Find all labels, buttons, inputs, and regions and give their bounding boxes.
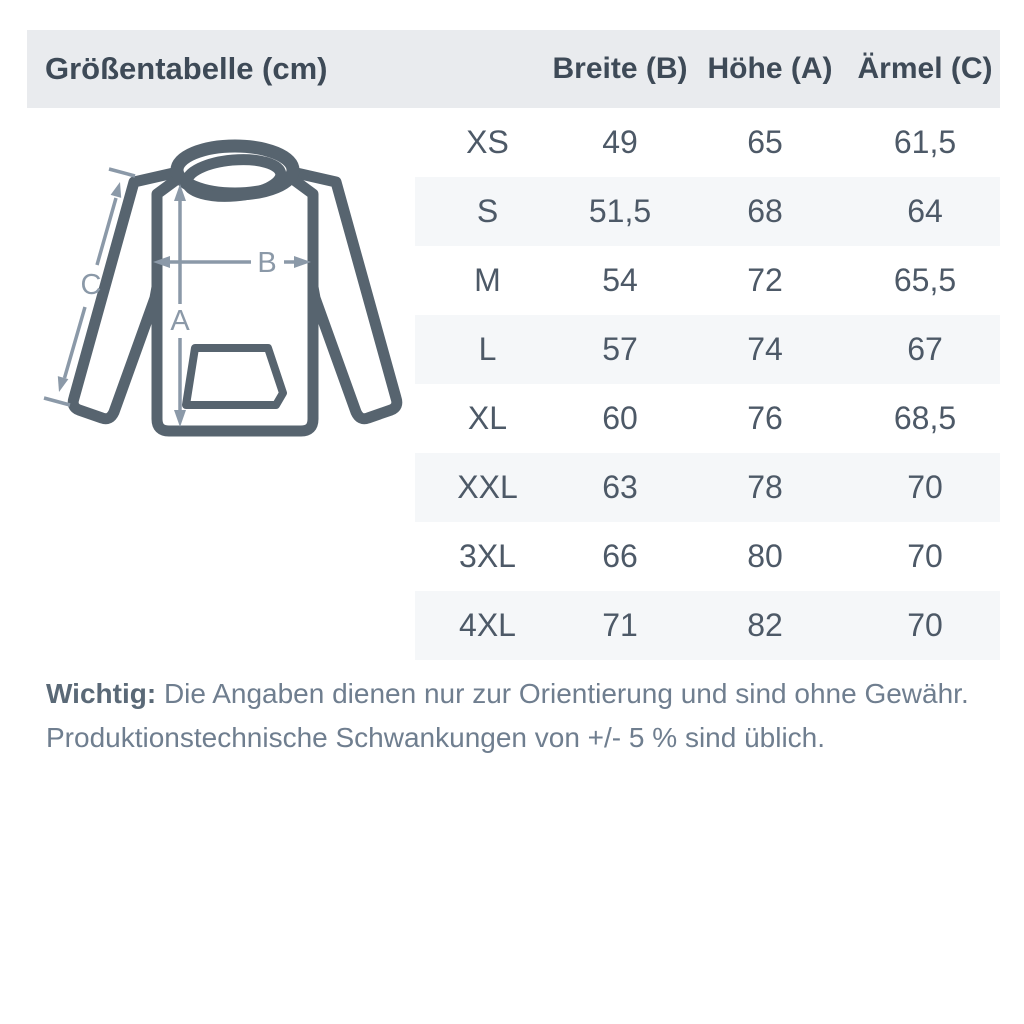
disclaimer-line-2: Produktionstechnische Schwankungen von +/- 5 % sind üblich. — [46, 722, 826, 753]
disclaimer-bold-label: Wichtig: — [46, 678, 157, 709]
disclaimer-line-1 — [46, 672, 991, 716]
measure-label-b: B — [257, 247, 277, 279]
table-row-xxl — [415, 453, 1000, 522]
disclaimer-note — [46, 672, 991, 760]
breite-value: 66 — [602, 538, 638, 574]
hoehe-value: 68 — [747, 193, 783, 229]
aermel-value: 70 — [907, 607, 943, 643]
measure-arrow-c-head-top — [111, 182, 122, 198]
size-table — [415, 108, 1000, 660]
table-row-xs — [415, 108, 1000, 177]
hoehe-value: 76 — [747, 400, 783, 436]
hoehe-value: 82 — [747, 607, 783, 643]
aermel-value: 65,5 — [893, 262, 957, 298]
size-label: S — [476, 193, 499, 229]
disclaimer-text-1: Die Angaben dienen nur zur Orientierung und sind ohne Gewähr. — [156, 678, 969, 709]
size-label: XXL — [457, 469, 518, 505]
table-row-4xl — [415, 591, 1000, 660]
breite-value: 63 — [602, 469, 638, 505]
table-row-xl — [415, 384, 1000, 453]
table-row-s — [415, 177, 1000, 246]
hoodie-pocket — [186, 348, 283, 405]
hoehe-value: 80 — [747, 538, 783, 574]
size-label: XS — [466, 124, 509, 160]
measure-arrow-c-head-bottom — [58, 376, 69, 392]
breite-value: 49 — [602, 124, 638, 160]
table-row-m — [415, 246, 1000, 315]
breite-value: 57 — [602, 331, 638, 367]
breite-value: 71 — [602, 607, 638, 643]
aermel-value: 70 — [907, 469, 943, 505]
breite-value: 51,5 — [588, 193, 652, 229]
breite-value: 60 — [602, 400, 638, 436]
aermel-value: 67 — [907, 331, 943, 367]
table-row-3xl — [415, 522, 1000, 591]
breite-value: 54 — [602, 262, 638, 298]
hoehe-value: 78 — [747, 469, 783, 505]
aermel-value: 68,5 — [893, 400, 957, 436]
hoehe-value: 65 — [747, 124, 783, 160]
hoehe-value: 74 — [747, 331, 783, 367]
column-header-hoehe: Höhe (A) — [707, 52, 833, 85]
measure-label-a: A — [170, 305, 190, 337]
table-row-l — [415, 315, 1000, 384]
size-chart-header — [27, 30, 1000, 108]
size-label: XL — [467, 400, 508, 436]
aermel-value: 64 — [907, 193, 943, 229]
aermel-value: 70 — [907, 538, 943, 574]
measure-label-c: C — [80, 269, 102, 301]
column-header-aermel: Ärmel (C) — [857, 52, 993, 85]
hoodie-measurement-diagram — [30, 120, 430, 465]
size-label: 4XL — [459, 607, 516, 643]
hoehe-value: 72 — [747, 262, 783, 298]
size-label: 3XL — [459, 538, 516, 574]
page-title: Größentabelle (cm) — [45, 51, 328, 86]
aermel-value: 61,5 — [893, 124, 957, 160]
column-header-breite: Breite (B) — [552, 52, 688, 85]
size-label: M — [474, 262, 501, 298]
size-label: L — [478, 331, 497, 367]
